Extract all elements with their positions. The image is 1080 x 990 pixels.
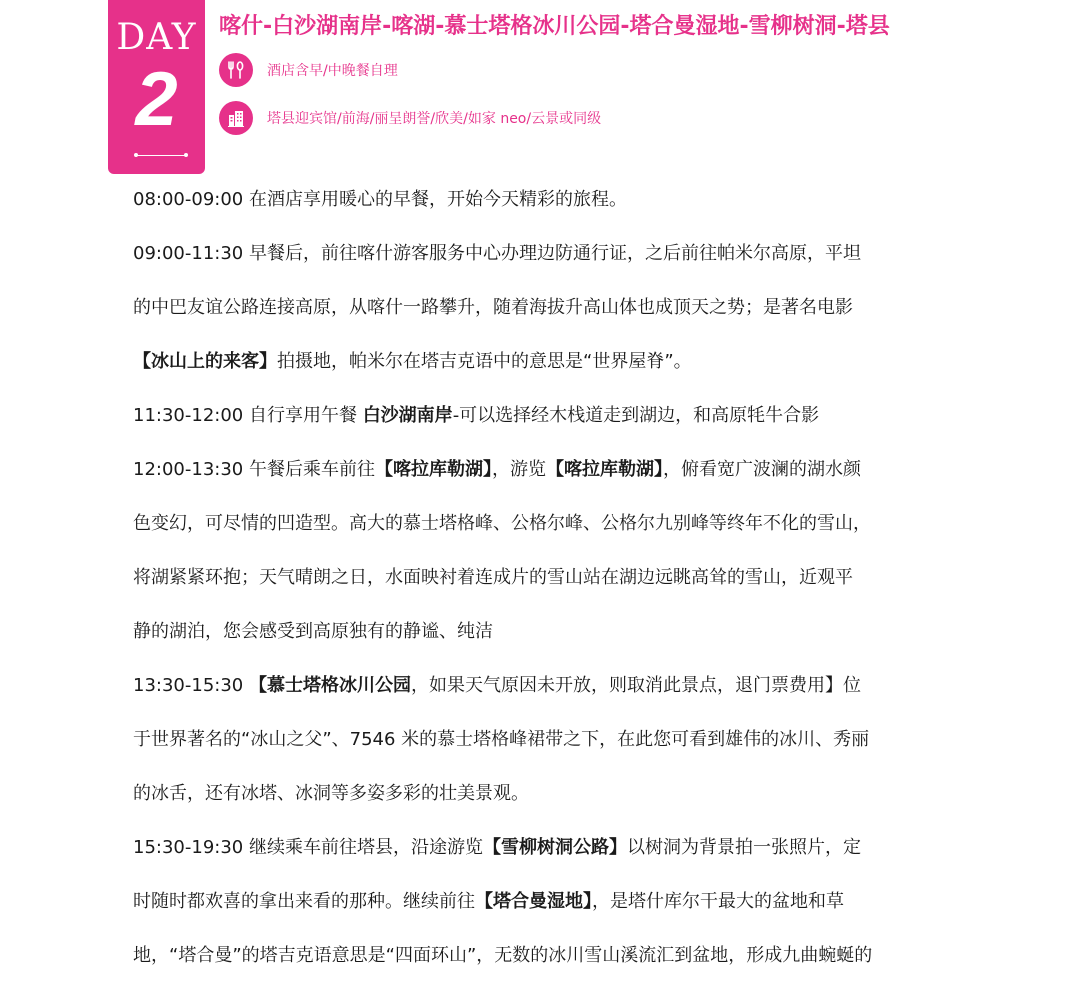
- hotel-building-icon: [219, 101, 253, 135]
- meals-row: [219, 53, 398, 87]
- text-line: [133, 342, 953, 396]
- highlight-baisha-lake: 白沙湖南岸: [362, 405, 453, 426]
- paragraph-0800: [133, 180, 953, 234]
- text-span: ，俯看宽广波澜的湖水颜: [662, 459, 861, 480]
- text-line: 将湖紧紧环抱；天气晴朗之日，水面映衬着连成片的雪山站在湖边远眺高耸的雪山，近观平: [133, 567, 853, 588]
- highlight-film-title: 【冰山上的来客】: [133, 351, 277, 372]
- text-span: 时随时都欢喜的拿出来看的那种。继续前往: [133, 891, 475, 912]
- text-line: [133, 882, 953, 936]
- badge-decoration: [136, 155, 186, 160]
- text-line: 色变幻，可尽情的凹造型。高大的慕士塔格峰、公格尔峰、公格尔九别峰等终年不化的雪山，: [133, 513, 871, 534]
- day-label: DAY: [116, 17, 197, 58]
- meals-text: 酒店含早/中晚餐自理: [267, 63, 398, 79]
- paragraph-1330: [133, 666, 953, 828]
- text-span: 以树洞为背景拍一张照片，定: [626, 837, 861, 858]
- text-span: 11:30-12:00 自行享用午餐: [133, 405, 363, 426]
- paragraph-0900: [133, 234, 953, 396]
- text-line: 08:00-09:00 在酒店享用暖心的早餐，开始今天精彩的旅程。: [133, 189, 627, 210]
- hotel-row: [219, 101, 601, 135]
- hotel-text: 塔县迎宾馆/前海/丽呈朗誉/欣美/如家 neo/云景或同级: [267, 111, 602, 127]
- itinerary-body: [133, 180, 953, 990]
- text-span: ，如果天气原因未开放，则取消此景点，退门票费用】位: [410, 675, 861, 696]
- text-line: [133, 450, 953, 504]
- day-badge: [108, 0, 205, 174]
- text-span: ，游览: [491, 459, 546, 480]
- highlight-karakul-lake: 【喀拉库勒湖】: [545, 459, 663, 480]
- text-span: -可以选择经木栈道走到湖边，和高原牦牛合影: [452, 405, 820, 426]
- paragraph-1200: [133, 450, 953, 666]
- text-line: 09:00-11:30 早餐后，前往喀什游客服务中心办理边防通行证，之后前往帕米尔高原，平坦: [133, 243, 861, 264]
- day-number: 2: [135, 57, 178, 142]
- text-line: 的中巴友谊公路连接高原，从喀什一路攀升，随着海拔升高山体也成顶天之势；是著名电影: [133, 297, 853, 318]
- text-line: [133, 828, 953, 882]
- text-span: 12:00-13:30 午餐后乘车前往: [133, 459, 375, 480]
- text-line: [133, 396, 953, 450]
- utensils-icon: [219, 53, 253, 87]
- text-line: 静的湖泊，您会感受到高原独有的静谧、纯洁: [133, 621, 493, 642]
- text-line: 于世界著名的“冰山之父”、7546 米的慕士塔格峰裙带之下，在此您可看到雄伟的冰川、秀丽: [133, 729, 870, 750]
- highlight-willow-road: 【雪柳树洞公路】: [482, 837, 627, 858]
- highlight-tashkurgan-wetland: 【塔合曼湿地】: [475, 891, 592, 912]
- text-line: 地，“塔合曼”的塔吉克语意思是“四面环山”，无数的冰川雪山溪流汇到盆地，形成九曲蜿蜒的: [133, 945, 873, 966]
- highlight-muztagh-park: 【慕士塔格冰川公园: [248, 675, 411, 696]
- highlight-karakul-lake: 【喀拉库勒湖】: [374, 459, 492, 480]
- text-span: ，是塔什库尔干最大的盆地和草: [592, 891, 844, 912]
- paragraph-1530: [133, 828, 953, 990]
- text-line: 的冰舌，还有冰塔、冰洞等多姿多彩的壮美景观。: [133, 783, 529, 804]
- text-line: [133, 666, 953, 720]
- text-span: 拍摄地，帕米尔在塔吉克语中的意思是“世界屋脊”。: [277, 351, 692, 372]
- text-span: 13:30-15:30: [133, 675, 249, 696]
- route-title: 喀什-白沙湖南岸-喀湖-慕士塔格冰川公园-塔合曼湿地-雪柳树洞-塔县: [219, 14, 890, 39]
- paragraph-1130: [133, 396, 953, 450]
- text-span: 15:30-19:30 继续乘车前往塔县，沿途游览: [133, 837, 483, 858]
